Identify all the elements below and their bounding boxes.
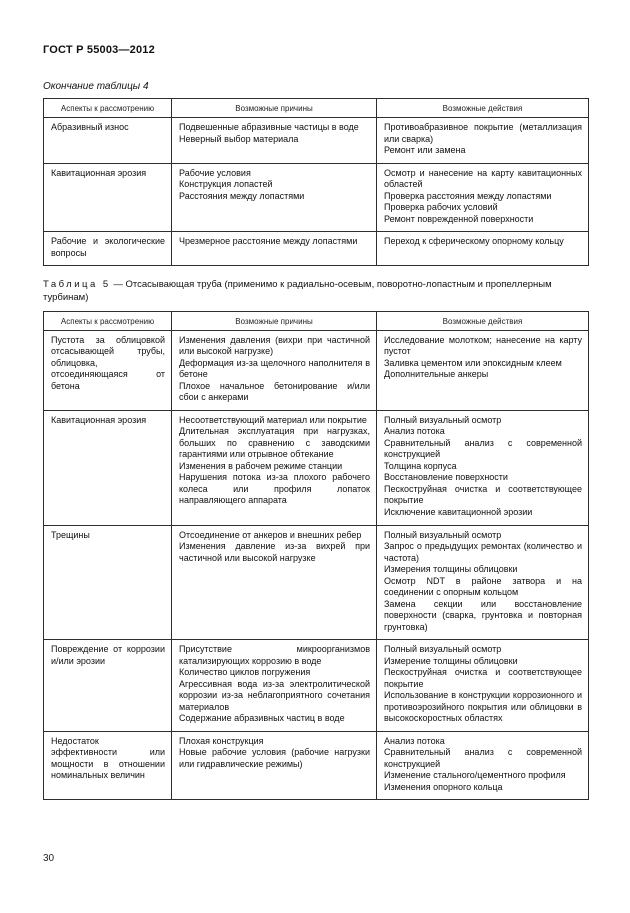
cell-line: Изменения опорного кольца	[384, 781, 503, 792]
cell-line: Недостаток эффективности или мощности в отношении номинальных величин	[51, 735, 165, 781]
cell-line: Замена секции или восстановление поверхности (сварка, грунтовка и повторная грунтовка)	[384, 598, 582, 632]
cell-line: Несоответствующий материал или покрытие	[179, 414, 367, 425]
cell-line: Новые рабочие условия (рабочие нагрузки или гидравлические режимы)	[179, 747, 370, 769]
cell-line: Плохое начальное бетонирование и/или сбои с анкерами	[179, 380, 370, 403]
aspect-cell	[44, 410, 172, 525]
cell-line: Изменения в рабочем режиме станции	[179, 460, 343, 471]
cell-line: Проверка рабочих условий	[384, 202, 498, 213]
cell-line: Восстановление поверхности	[384, 472, 508, 483]
cell-line: Рабочие и экологические вопросы	[51, 236, 165, 258]
cell-line: Пустота за облицовкой отсасывающей трубы, облицовка, отсоединяющаяся от бетона	[51, 334, 165, 391]
cell-line: Осмотр и нанесение на карту кавитационных областей	[384, 167, 582, 190]
cell-line: Кавитационная эрозия	[51, 414, 147, 425]
causes-cell	[172, 232, 377, 266]
cell-line: Переход к сферическому опорному кольцу	[384, 236, 564, 247]
cell-line: Полный визуальный осмотр	[384, 414, 502, 425]
table5	[43, 311, 589, 801]
cell-line: Изменения давление из-за вихрей при частичной или высокой нагрузке	[179, 541, 370, 563]
causes-cell	[172, 118, 377, 164]
actions-cell	[377, 330, 589, 410]
actions-cell	[377, 525, 589, 640]
column-header: Возможные причины	[172, 311, 377, 330]
actions-cell	[377, 640, 589, 732]
aspect-cell	[44, 640, 172, 732]
actions-cell	[377, 163, 589, 232]
document-title: ГОСТ Р 55003—2012	[43, 44, 155, 56]
cell-line: Ремонт или замена	[384, 145, 466, 156]
cell-line: Кавитационная эрозия	[51, 167, 147, 178]
causes-cell	[172, 640, 377, 732]
column-header: Возможные действия	[377, 99, 589, 118]
cell-line: Измерения толщины облицовки	[384, 564, 518, 575]
aspect-cell	[44, 330, 172, 410]
column-header: Возможные действия	[377, 311, 589, 330]
cell-line: Анализ потока	[384, 426, 445, 437]
header-row	[44, 99, 589, 118]
cell-line: Сравнительный анализ с современной конструкцией	[384, 747, 582, 769]
cell-line: Исследование молотком; нанесение на карту пустот	[384, 334, 582, 357]
causes-cell	[172, 525, 377, 640]
cell-line: Проверка расстояния между лопастями	[384, 190, 552, 201]
table-row	[44, 330, 589, 410]
cell-line: Толщина корпуса	[384, 460, 457, 471]
cell-line: Количество циклов погружения	[179, 667, 311, 678]
column-header: Возможные причины	[172, 99, 377, 118]
table-head	[44, 99, 589, 118]
cell-line: Чрезмерное расстояние между лопастями	[179, 236, 358, 247]
column-header: Аспекты к рассмотрению	[44, 99, 172, 118]
cell-line: Подвешенные абразивные частицы в воде	[179, 122, 359, 132]
actions-cell	[377, 731, 589, 800]
cell-line: Измерение толщины облицовки	[384, 655, 518, 666]
cell-line: Изменение стального/цементного профиля	[384, 770, 566, 781]
table5-caption-label: Таблица 5	[43, 279, 111, 291]
cell-line: Плохая конструкция	[179, 735, 264, 746]
table-body	[44, 330, 589, 800]
aspect-cell	[44, 232, 172, 266]
cell-line: Агрессивная вода из-за электролитической коррозии из-за неблагоприятного сочетания материалов	[179, 678, 370, 712]
cell-line: Использование в конструкции коррозионного и противоэрозийного покрытия или облицовки в высокоскоростных областях	[384, 690, 582, 724]
causes-cell	[172, 410, 377, 525]
cell-line: Повреждение от коррозии и/или эрозии	[51, 644, 165, 666]
cell-line: Полный визуальный осмотр	[384, 529, 502, 540]
cell-line: Расстояния между лопастями	[179, 190, 305, 201]
actions-cell	[377, 118, 589, 164]
cell-line: Пескоструйная очистка и соответствующее покрытие	[384, 667, 582, 689]
table-row	[44, 118, 589, 164]
cell-line: Конструкция лопастей	[179, 179, 273, 190]
aspect-cell	[44, 118, 172, 164]
table4-continuation	[43, 98, 589, 266]
cell-line: Пескоструйная очистка и соответствующее покрытие	[384, 483, 582, 506]
table4-continuation-caption: Окончание таблицы 4	[43, 81, 149, 92]
cell-line: Нарушения потока из-за плохого рабочего колеса или профиля лопаток направляющего аппарата	[179, 472, 370, 506]
cell-line: Заливка цементом или эпоксидным клеем	[384, 357, 562, 368]
cell-line: Отсоединение от анкеров и внешних ребер	[179, 529, 362, 540]
causes-cell	[172, 731, 377, 800]
table-row	[44, 731, 589, 800]
cell-line: Трещины	[51, 529, 90, 540]
cell-line: Полный визуальный осмотр	[384, 644, 502, 655]
cell-line: Дополнительные анкеры	[384, 369, 489, 380]
table-row	[44, 163, 589, 232]
cell-line: Исключение кавитационной эрозии	[384, 507, 533, 517]
cell-line: Изменения давления (вихри при частичной или высокой нагрузке)	[179, 334, 370, 357]
cell-line: Анализ потока	[384, 735, 445, 746]
header-row	[44, 311, 589, 330]
cell-line: Деформация из-за щелочного наполнителя в бетоне	[179, 357, 370, 380]
page-number: 30	[43, 853, 55, 864]
table-row	[44, 410, 589, 525]
cell-line: Запрос о предыдущих ремонтах (количество и частота)	[384, 541, 582, 563]
cell-line: Осмотр NDT в районе затвора и на соединении с опорным кольцом	[384, 575, 582, 598]
cell-line: Рабочие условия	[179, 167, 251, 178]
cell-line: Содержание абразивных частиц в воде	[179, 713, 345, 724]
column-header: Аспекты к рассмотрению	[44, 311, 172, 330]
actions-cell	[377, 410, 589, 525]
table-row	[44, 232, 589, 266]
table-row	[44, 525, 589, 640]
cell-line: Абразивный износ	[51, 122, 129, 132]
causes-cell	[172, 163, 377, 232]
aspect-cell	[44, 525, 172, 640]
cell-line: Сравнительный анализ с современной конструкцией	[384, 437, 582, 460]
cell-line: Длительная эксплуатация при нагрузках, больших по сравнению с заводскими гарантиями или отрывное обтекание	[179, 426, 370, 460]
cell-line: Присутствие микроорганизмов катализирующих коррозию в воде	[179, 644, 370, 666]
aspect-cell	[44, 163, 172, 232]
cell-line: Ремонт поврежденной поверхности	[384, 213, 534, 224]
actions-cell	[377, 232, 589, 266]
table-body	[44, 118, 589, 266]
aspect-cell	[44, 731, 172, 800]
table5-caption	[43, 279, 588, 305]
table-row	[44, 640, 589, 732]
table-head	[44, 311, 589, 330]
table5-caption-text: — Отсасывающая труба (применимо к радиально-осевым, поворотно-лопастным и пропеллерным турбинам)	[43, 279, 552, 303]
cell-line: Противоабразивное покрытие (металлизация или сварка)	[384, 122, 582, 144]
causes-cell	[172, 330, 377, 410]
cell-line: Неверный выбор материала	[179, 133, 299, 144]
